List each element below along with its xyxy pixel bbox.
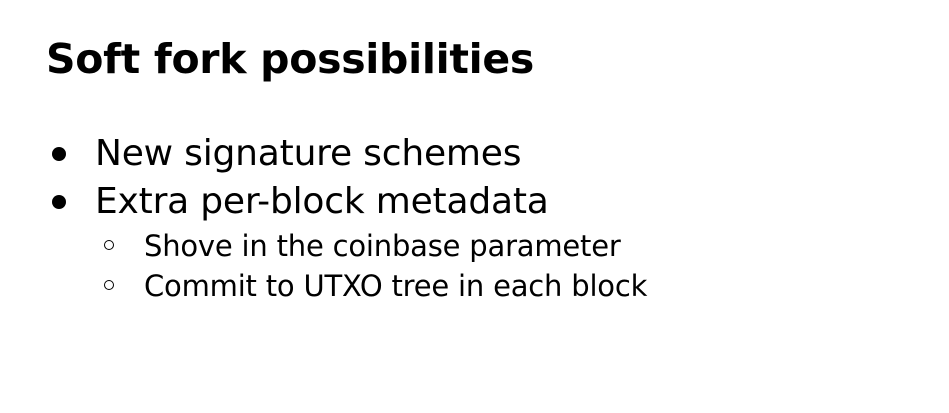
- filled-bullet-icon: [52, 147, 66, 161]
- sub-bullet-item: [46, 226, 647, 266]
- sub-bullet-list: [46, 226, 647, 306]
- bullet-item: [46, 130, 647, 178]
- slide-title: Soft fork possibilities: [46, 35, 535, 83]
- hollow-bullet-icon: [104, 240, 114, 250]
- sub-bullet-text: Commit to UTXO tree in each block: [144, 269, 648, 303]
- hollow-bullet-icon: [104, 280, 114, 290]
- bullet-text: New signature schemes: [95, 133, 522, 174]
- sub-bullet-group: [46, 226, 647, 306]
- sub-bullet-item: [46, 266, 647, 306]
- filled-bullet-icon: [52, 195, 66, 209]
- sub-bullet-text: Shove in the coinbase parameter: [144, 229, 621, 263]
- bullet-list: [46, 130, 647, 306]
- bullet-item: [46, 178, 647, 226]
- bullet-text: Extra per-block metadata: [95, 181, 549, 222]
